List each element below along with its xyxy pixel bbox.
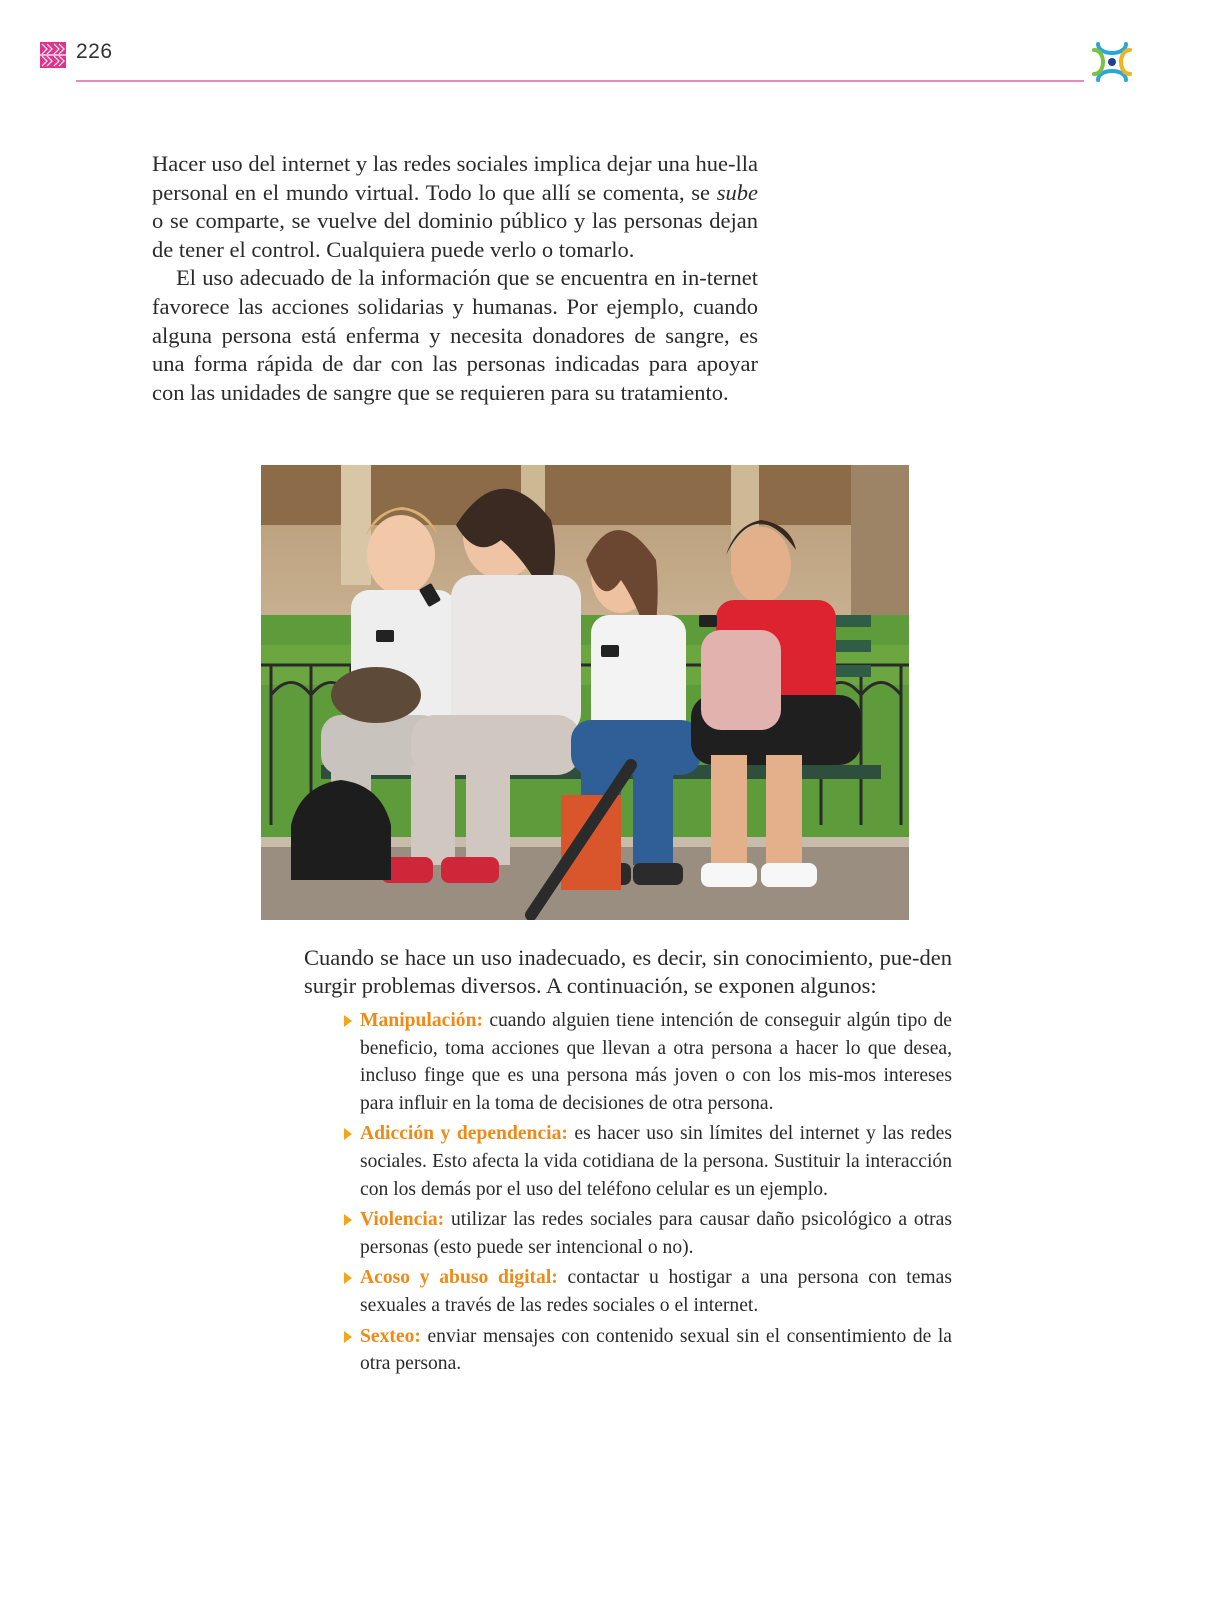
problems-list [344,1007,952,1381]
bullet-arrow-icon [344,1128,352,1140]
list-item: Violencia: utilizar las redes sociales para causar daño psicológico a otras personas (esto puede ser intencional o no). [344,1206,952,1261]
list-item: Acoso y abuso digital: contactar u hostigar a una persona con temas sexuales a través de las redes sociales o el internet. [344,1264,952,1319]
emphasized-word-sube: sube [716,179,758,205]
header-rule [76,80,1084,82]
bullet-arrow-icon [344,1214,352,1226]
interlocked-rings-logo-icon [1088,38,1136,86]
list-item: Sexteo: enviar mensajes con contenido sexual sin el consentimiento de la otra persona. [344,1323,952,1378]
bullet-arrow-icon [344,1272,352,1284]
bullet-arrow-icon [344,1331,352,1343]
page-number: 226 [76,40,113,63]
pink-patterned-square-icon [40,42,66,68]
photo-teens-using-phones [261,465,909,920]
paragraph-proper-use: El uso adecuado de la información que se encuentra en in-ternet favorece las acciones solidarias y humanas. Por ejemplo, cuando alguna persona está enferma y necesita donadores de sangre, es una forma rápida de dar con las personas indicadas para apoyar con las unidades de sangre que se requieren para su tratamiento. [152,265,758,405]
paragraph-digital-footprint: Hacer uso del internet y las redes sociales implica dejar una hue-lla personal en el mundo virtual. Todo lo que allí se comenta, se sube o se comparte, se vuelve del dominio público y las personas dejan de tener el control. Cualquiera puede verlo o tomarlo. [152,151,758,262]
problems-lead-paragraph: Cuando se hace un uso inadecuado, es decir, sin conocimiento, pue-den surgir problemas diversos. A continuación, se exponen algunos: [304,945,952,999]
intro-text-block [152,150,758,407]
bullet-arrow-icon [344,1015,352,1027]
list-item: Manipulación: cuando alguien tiene intención de conseguir algún tipo de beneficio, toma acciones que llevan a otra persona a hacer lo que desea, incluso finge que es una persona más joven o con los mis-mos intereses para influir en la toma de decisiones de otra persona. [344,1007,952,1117]
list-item: Adicción y dependencia: es hacer uso sin límites del internet y las redes sociales. Esto afecta la vida cotidiana de la persona. Sustituir la interacción con los demás por el uso del teléfono celular es un ejemplo. [344,1120,952,1203]
